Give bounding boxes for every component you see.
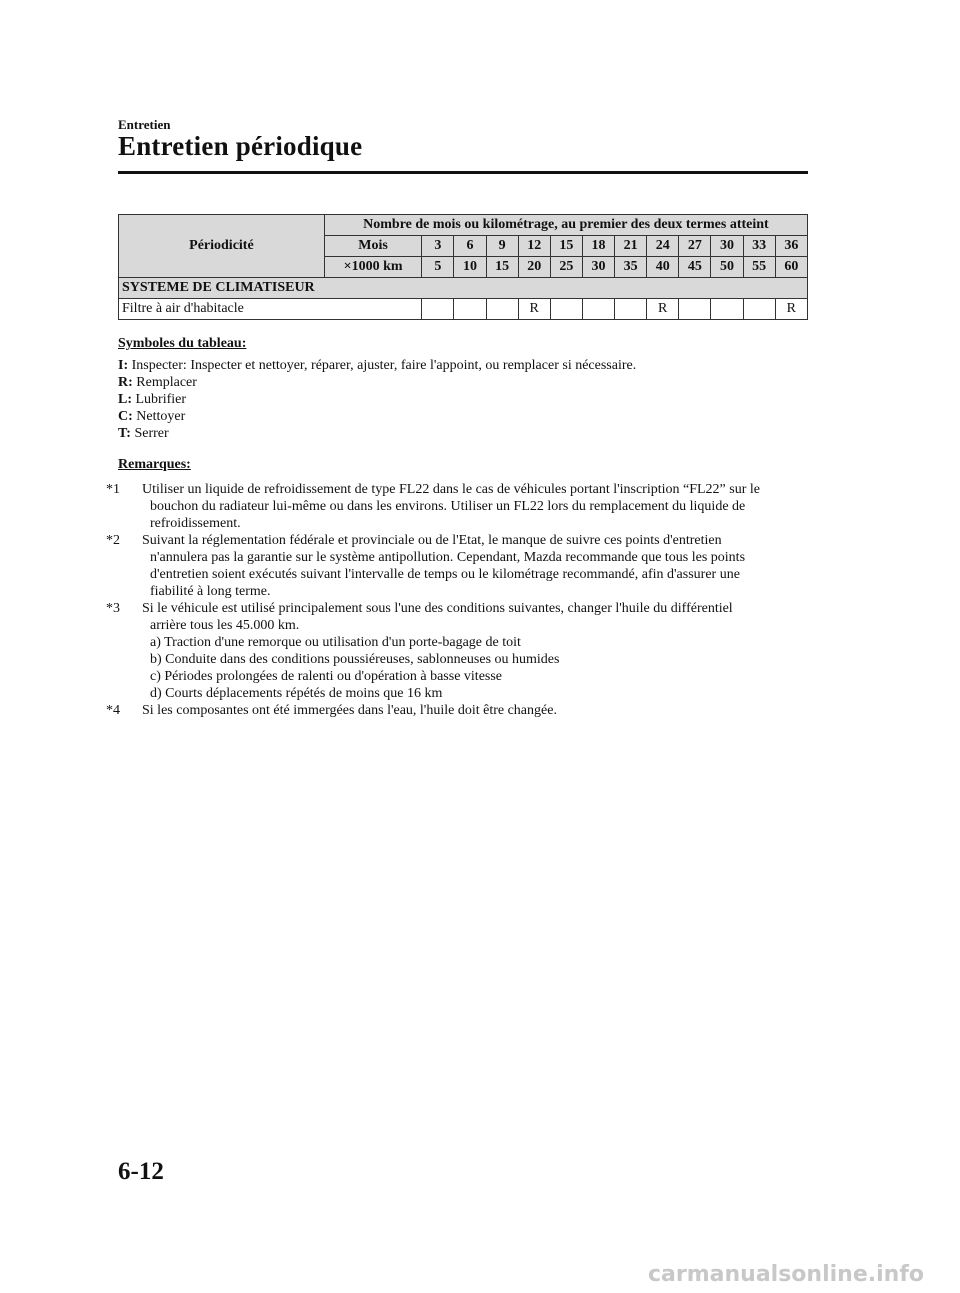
remark-note — [106, 702, 806, 719]
remark-note — [106, 600, 806, 702]
symbol-item — [118, 408, 636, 425]
month-cell: 6 — [454, 236, 486, 257]
remark-number: *3 — [106, 601, 120, 616]
page-number: 6-12 — [118, 1158, 164, 1185]
km-cell: 5 — [422, 257, 454, 278]
km-cell: 45 — [679, 257, 711, 278]
remark-line: n'annulera pas la garantie sur le système antipollution. Cependant, Mazda recommande que tous les points — [150, 550, 746, 565]
remark-line: Si les composantes ont été immergées dans l'eau, l'huile doit être changée. — [142, 703, 557, 718]
symbol-text: Inspecter: Inspecter et nettoyer, réparer, ajuster, faire l'appoint, ou remplacer si nécessaire. — [131, 358, 637, 373]
item-cell — [615, 299, 647, 320]
page-title: Entretien périodique — [118, 131, 363, 161]
remark-number: *2 — [106, 533, 120, 548]
km-cell: 30 — [582, 257, 614, 278]
km-cell: 60 — [775, 257, 807, 278]
symbol-key: C: — [118, 409, 133, 424]
km-cell: 55 — [743, 257, 775, 278]
item-cell — [582, 299, 614, 320]
remark-line: Utiliser un liquide de refroidissement de type FL22 dans le cas de véhicules portant l'inscription “FL22” sur le — [142, 482, 760, 497]
km-cell: 25 — [550, 257, 582, 278]
remarks-heading: Remarques: — [118, 457, 191, 472]
item-cell: R — [647, 299, 679, 320]
month-cell: 21 — [615, 236, 647, 257]
item-cell — [711, 299, 743, 320]
month-cell: 27 — [679, 236, 711, 257]
remark-line: bouchon du radiateur lui-même ou dans les environs. Utiliser un FL22 lors du remplacement du liquide de — [150, 499, 746, 514]
table-row — [119, 299, 808, 320]
km-cell: 50 — [711, 257, 743, 278]
km-cell: 15 — [486, 257, 518, 278]
month-cell: 15 — [550, 236, 582, 257]
periodicity-header: Périodicité — [119, 215, 325, 278]
condition-item: a) Traction d'une remorque ou utilisation d'un porte-bagage de toit — [150, 635, 521, 650]
km-cell: 20 — [518, 257, 550, 278]
month-cell: 18 — [582, 236, 614, 257]
remarks-list — [106, 481, 806, 719]
remark-note — [106, 532, 806, 600]
month-cell: 33 — [743, 236, 775, 257]
item-cell — [550, 299, 582, 320]
month-cell: 3 — [422, 236, 454, 257]
month-cell: 24 — [647, 236, 679, 257]
interval-header: Nombre de mois ou kilométrage, au premier des deux termes atteint — [324, 215, 807, 236]
item-cell — [422, 299, 454, 320]
item-cell — [679, 299, 711, 320]
remark-number: *4 — [106, 703, 120, 718]
symbol-text: Remplacer — [136, 375, 197, 390]
km-cell: 35 — [615, 257, 647, 278]
month-cell: 12 — [518, 236, 550, 257]
remark-number: *1 — [106, 482, 120, 497]
month-cell: 30 — [711, 236, 743, 257]
section-row: SYSTEME DE CLIMATISEUR — [119, 278, 808, 299]
symbols-list — [118, 357, 636, 442]
km-cell: 40 — [647, 257, 679, 278]
remark-line: d'entretien soient exécutés suivant l'intervalle de temps ou le kilométrage recommandé, afin d'assurer une — [150, 567, 740, 582]
symbol-text: Serrer — [134, 426, 169, 441]
symbol-item — [118, 374, 636, 391]
item-cell — [454, 299, 486, 320]
condition-item: b) Conduite dans des conditions poussiéreuses, sablonneuses ou humides — [150, 652, 560, 667]
km-cell: 10 — [454, 257, 486, 278]
symbol-text: Lubrifier — [135, 392, 187, 407]
month-cell: 9 — [486, 236, 518, 257]
symbol-key: T: — [118, 426, 131, 441]
condition-item: d) Courts déplacements répétés de moins que 16 km — [150, 686, 443, 701]
symbol-key: R: — [118, 375, 133, 390]
remark-line: Suivant la réglementation fédérale et provinciale ou de l'Etat, le manque de suivre ces points d'entretien — [142, 533, 722, 548]
symbol-item — [118, 425, 636, 442]
symbol-item — [118, 391, 636, 408]
month-cell: 36 — [775, 236, 807, 257]
remark-line: refroidissement. — [150, 516, 241, 531]
remark-note — [106, 481, 806, 532]
condition-item: c) Périodes prolongées de ralenti ou d'opération à basse vitesse — [150, 669, 503, 684]
item-label: Filtre à air d'habitacle — [119, 299, 422, 320]
section-label: Entretien — [118, 117, 171, 132]
maintenance-table — [118, 214, 808, 320]
title-rule — [118, 171, 808, 174]
km-label: ×1000 km — [324, 257, 421, 278]
symbols-heading: Symboles du tableau: — [118, 336, 247, 351]
remark-line: fiabilité à long terme. — [150, 584, 271, 599]
item-cell — [743, 299, 775, 320]
watermark: carmanualsonline.info — [648, 1262, 924, 1287]
remark-line: Si le véhicule est utilisé principalement sous l'une des conditions suivantes, changer l'huile du différentiel — [142, 601, 733, 616]
remark-line: arrière tous les 45.000 km. — [150, 618, 300, 633]
item-cell — [486, 299, 518, 320]
symbol-text: Nettoyer — [136, 409, 186, 424]
item-cell: R — [775, 299, 807, 320]
item-cell: R — [518, 299, 550, 320]
symbol-item — [118, 357, 636, 374]
symbol-key: I: — [118, 358, 129, 373]
months-label: Mois — [324, 236, 421, 257]
symbol-key: L: — [118, 392, 132, 407]
